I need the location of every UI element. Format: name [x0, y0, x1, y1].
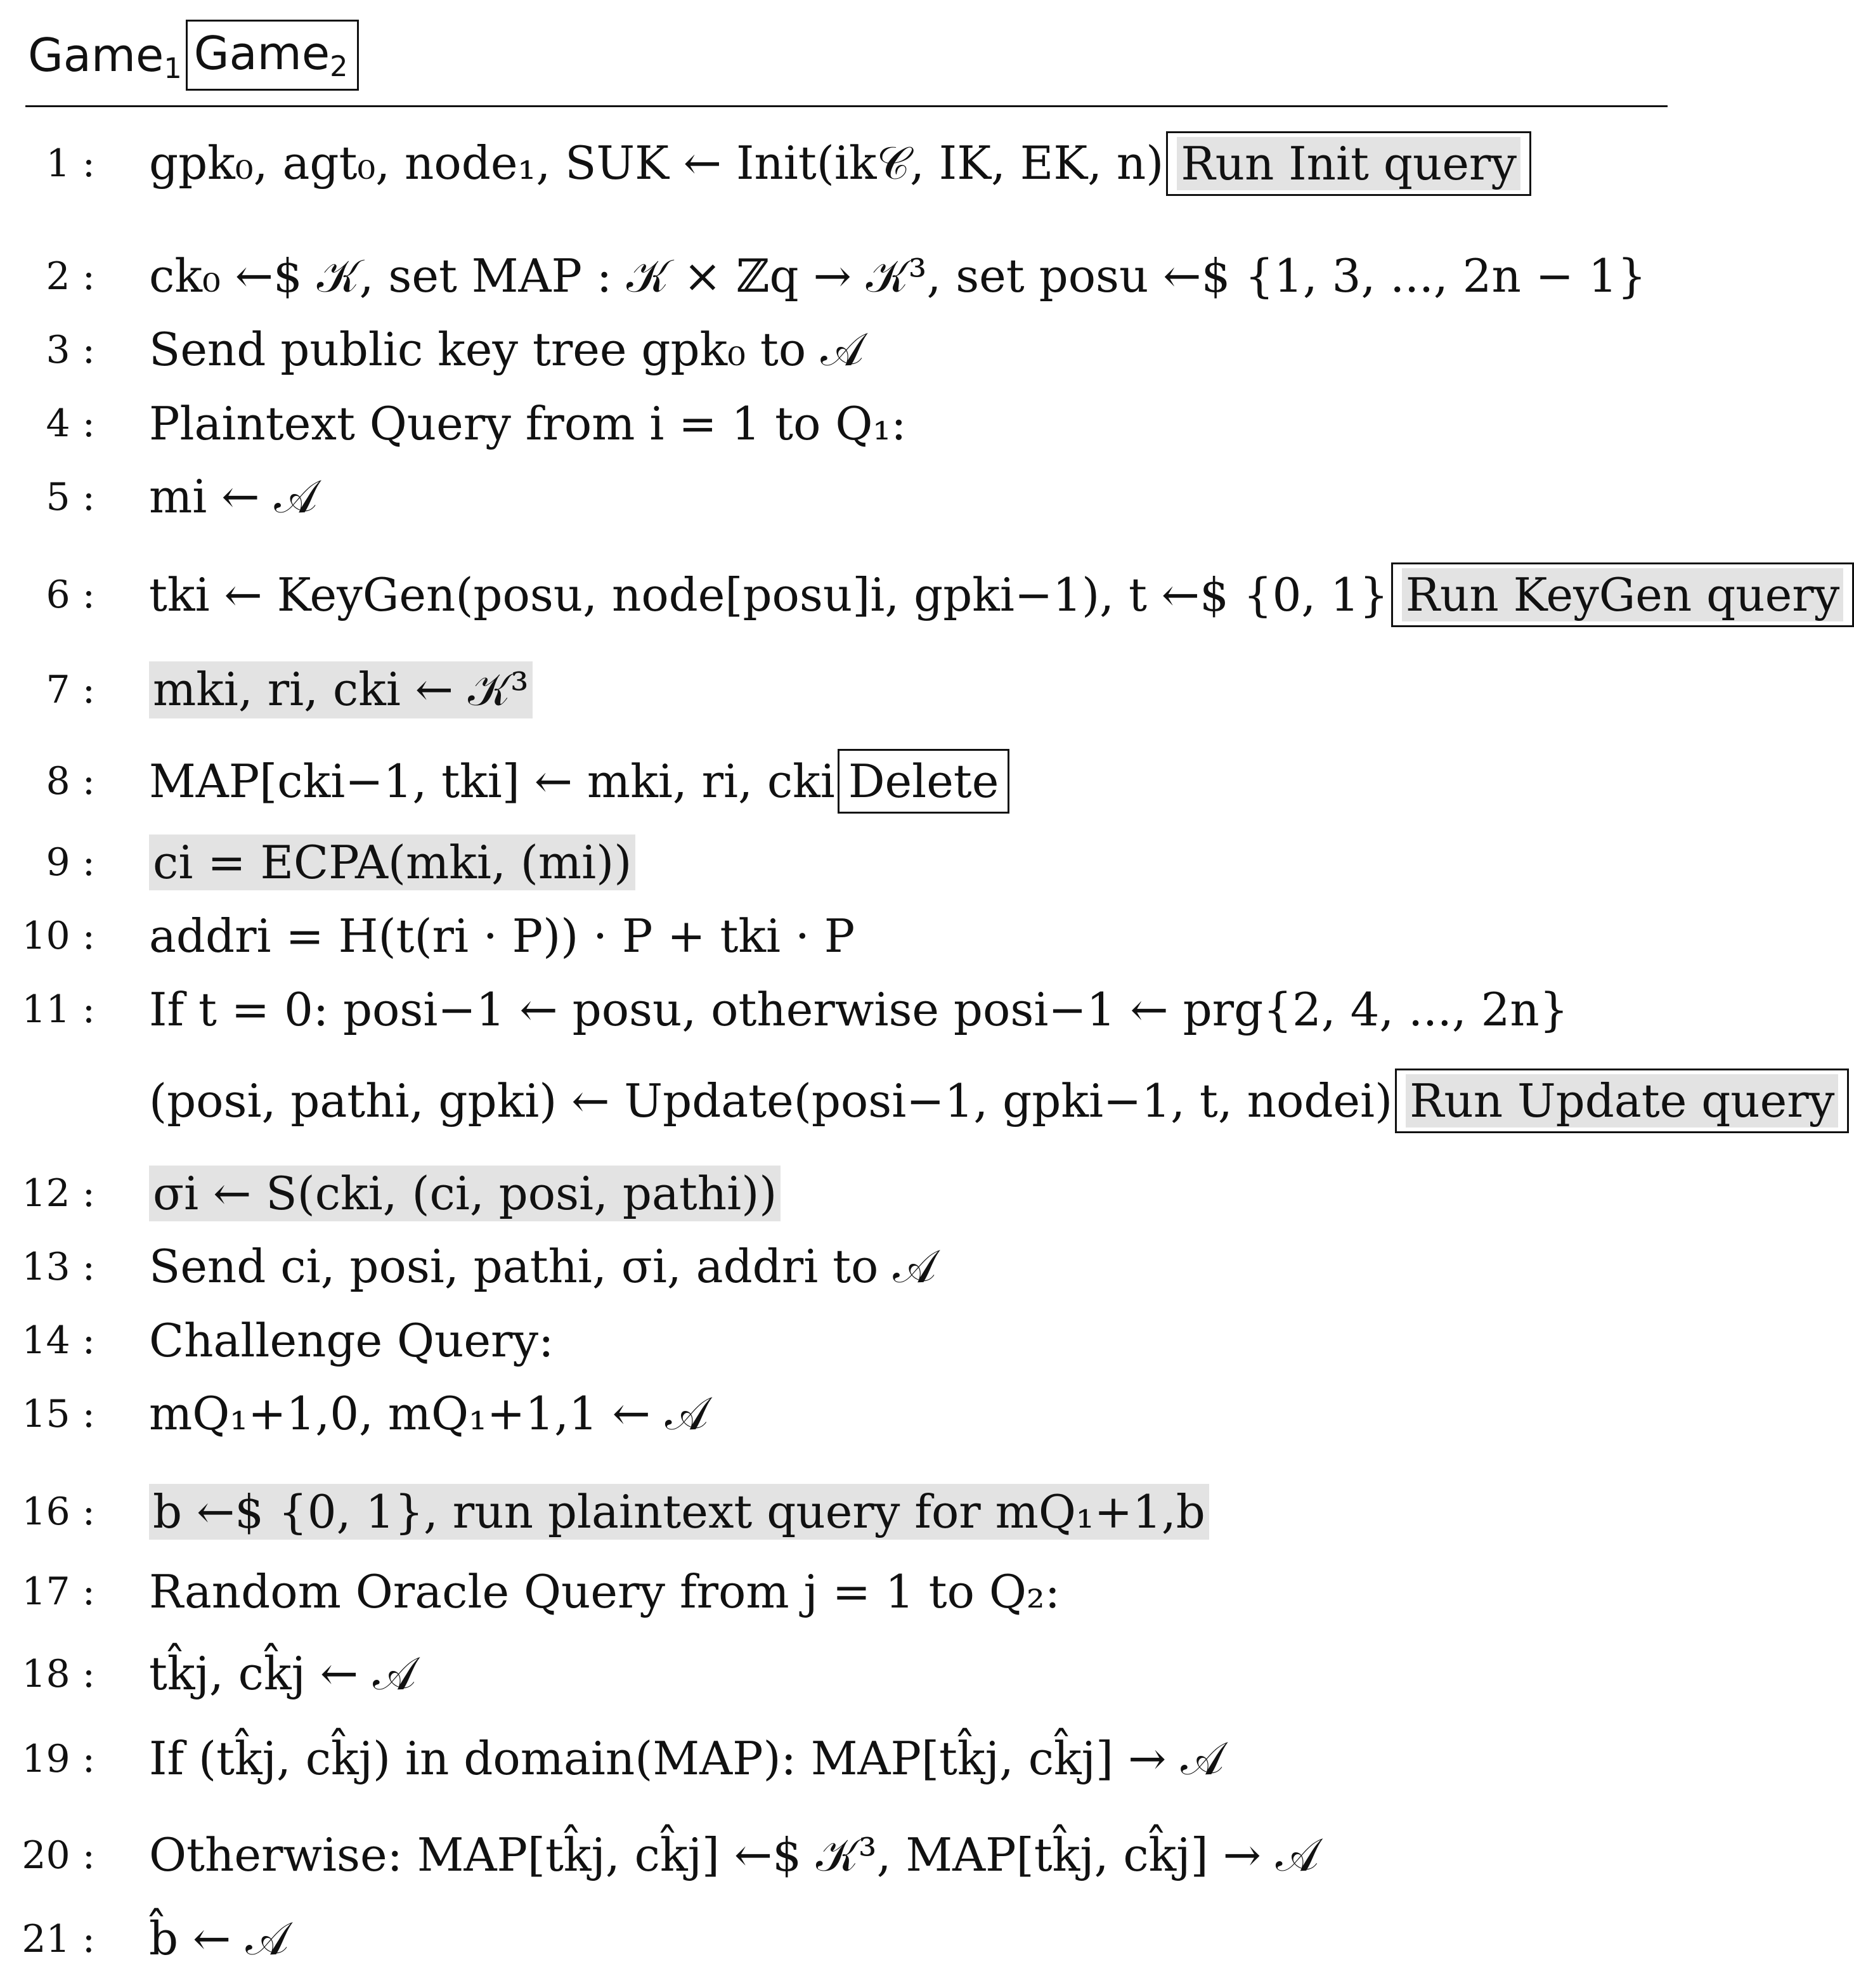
- line-11b-text: (posi, pathi, gpki) ← Update(posi−1, gpki−1, t, nodei): [149, 1074, 1393, 1127]
- line-13-text: Send ci, posi, pathi, σi, addri to 𝒜: [149, 1240, 937, 1293]
- game-header: [28, 14, 359, 96]
- line-1-text: gpk₀, agt₀, node₁, SUK ← Init(ik𝒞, IK, EK, n): [149, 136, 1164, 190]
- line-5-text: mi ← 𝒜: [149, 470, 318, 523]
- line-8-content: [149, 749, 1009, 814]
- line-1-box: Run Init query: [1166, 131, 1531, 196]
- line-19-text: If (tk̂j, ck̂j) in domain(MAP): MAP[tk̂j, ck̂j] → 𝒜: [149, 1732, 1224, 1785]
- header-rule: [25, 105, 1668, 107]
- line-11b-content: [149, 1069, 1849, 1133]
- line-3-text: Send public key tree gpk₀ to 𝒜: [149, 323, 864, 376]
- line-10-text: addri = H(t(ri · P)) · P + tki · P: [149, 909, 855, 963]
- line-6-box: Run KeyGen query: [1391, 562, 1854, 627]
- game2-boxed-label: Game$_2$: [186, 20, 359, 91]
- line-9-text: ci = ECPA(mki, (mi)): [149, 835, 635, 890]
- line-8-text: MAP[cki−1, tki] ← mki, ri, cki: [149, 755, 835, 808]
- line-12-text: σi ← S(cki, (ci, posi, pathi)): [149, 1166, 781, 1221]
- line-1-content: [149, 131, 1531, 196]
- line-6-content: [149, 562, 1854, 627]
- line-6-text: tki ← KeyGen(posu, node[posu]i, gpki−1), t ←$ {0, 1}: [149, 568, 1389, 621]
- line-18-text: tk̂j, ck̂j ← 𝒜: [149, 1647, 417, 1700]
- line-14-text: Challenge Query:: [149, 1314, 554, 1367]
- line-4-text: Plaintext Query from i = 1 to Q₁:: [149, 397, 907, 450]
- line-11-text: If t = 0: posi−1 ← posu, otherwise posi−1 ← prg{2, 4, ..., 2n}: [149, 983, 1569, 1036]
- line-2-text: ck₀ ←$ 𝒦, set MAP : 𝒦 × ℤq → 𝒦³, set posu ←$ {1, 3, ..., 2n − 1}: [149, 249, 1647, 302]
- line-17-text: Random Oracle Query from j = 1 to Q₂:: [149, 1565, 1060, 1618]
- game1-label: Game$_1$: [28, 29, 182, 86]
- line-20-text: Otherwise: MAP[tk̂j, ck̂j] ←$ 𝒦³, MAP[tk̂j, ck̂j] → 𝒜: [149, 1828, 1319, 1881]
- line-15-text: mQ₁+1,0, mQ₁+1,1 ← 𝒜: [149, 1387, 708, 1440]
- line-7-text: mki, ri, cki ← 𝒦³: [149, 661, 533, 718]
- line-11b-box: Run Update query: [1395, 1069, 1849, 1133]
- line-8-box: Delete: [838, 749, 1010, 814]
- line-16-text: b ←$ {0, 1}, run plaintext query for mQ₁+1,b: [149, 1484, 1209, 1540]
- line-21-text: b̂ ← 𝒜: [149, 1912, 289, 1965]
